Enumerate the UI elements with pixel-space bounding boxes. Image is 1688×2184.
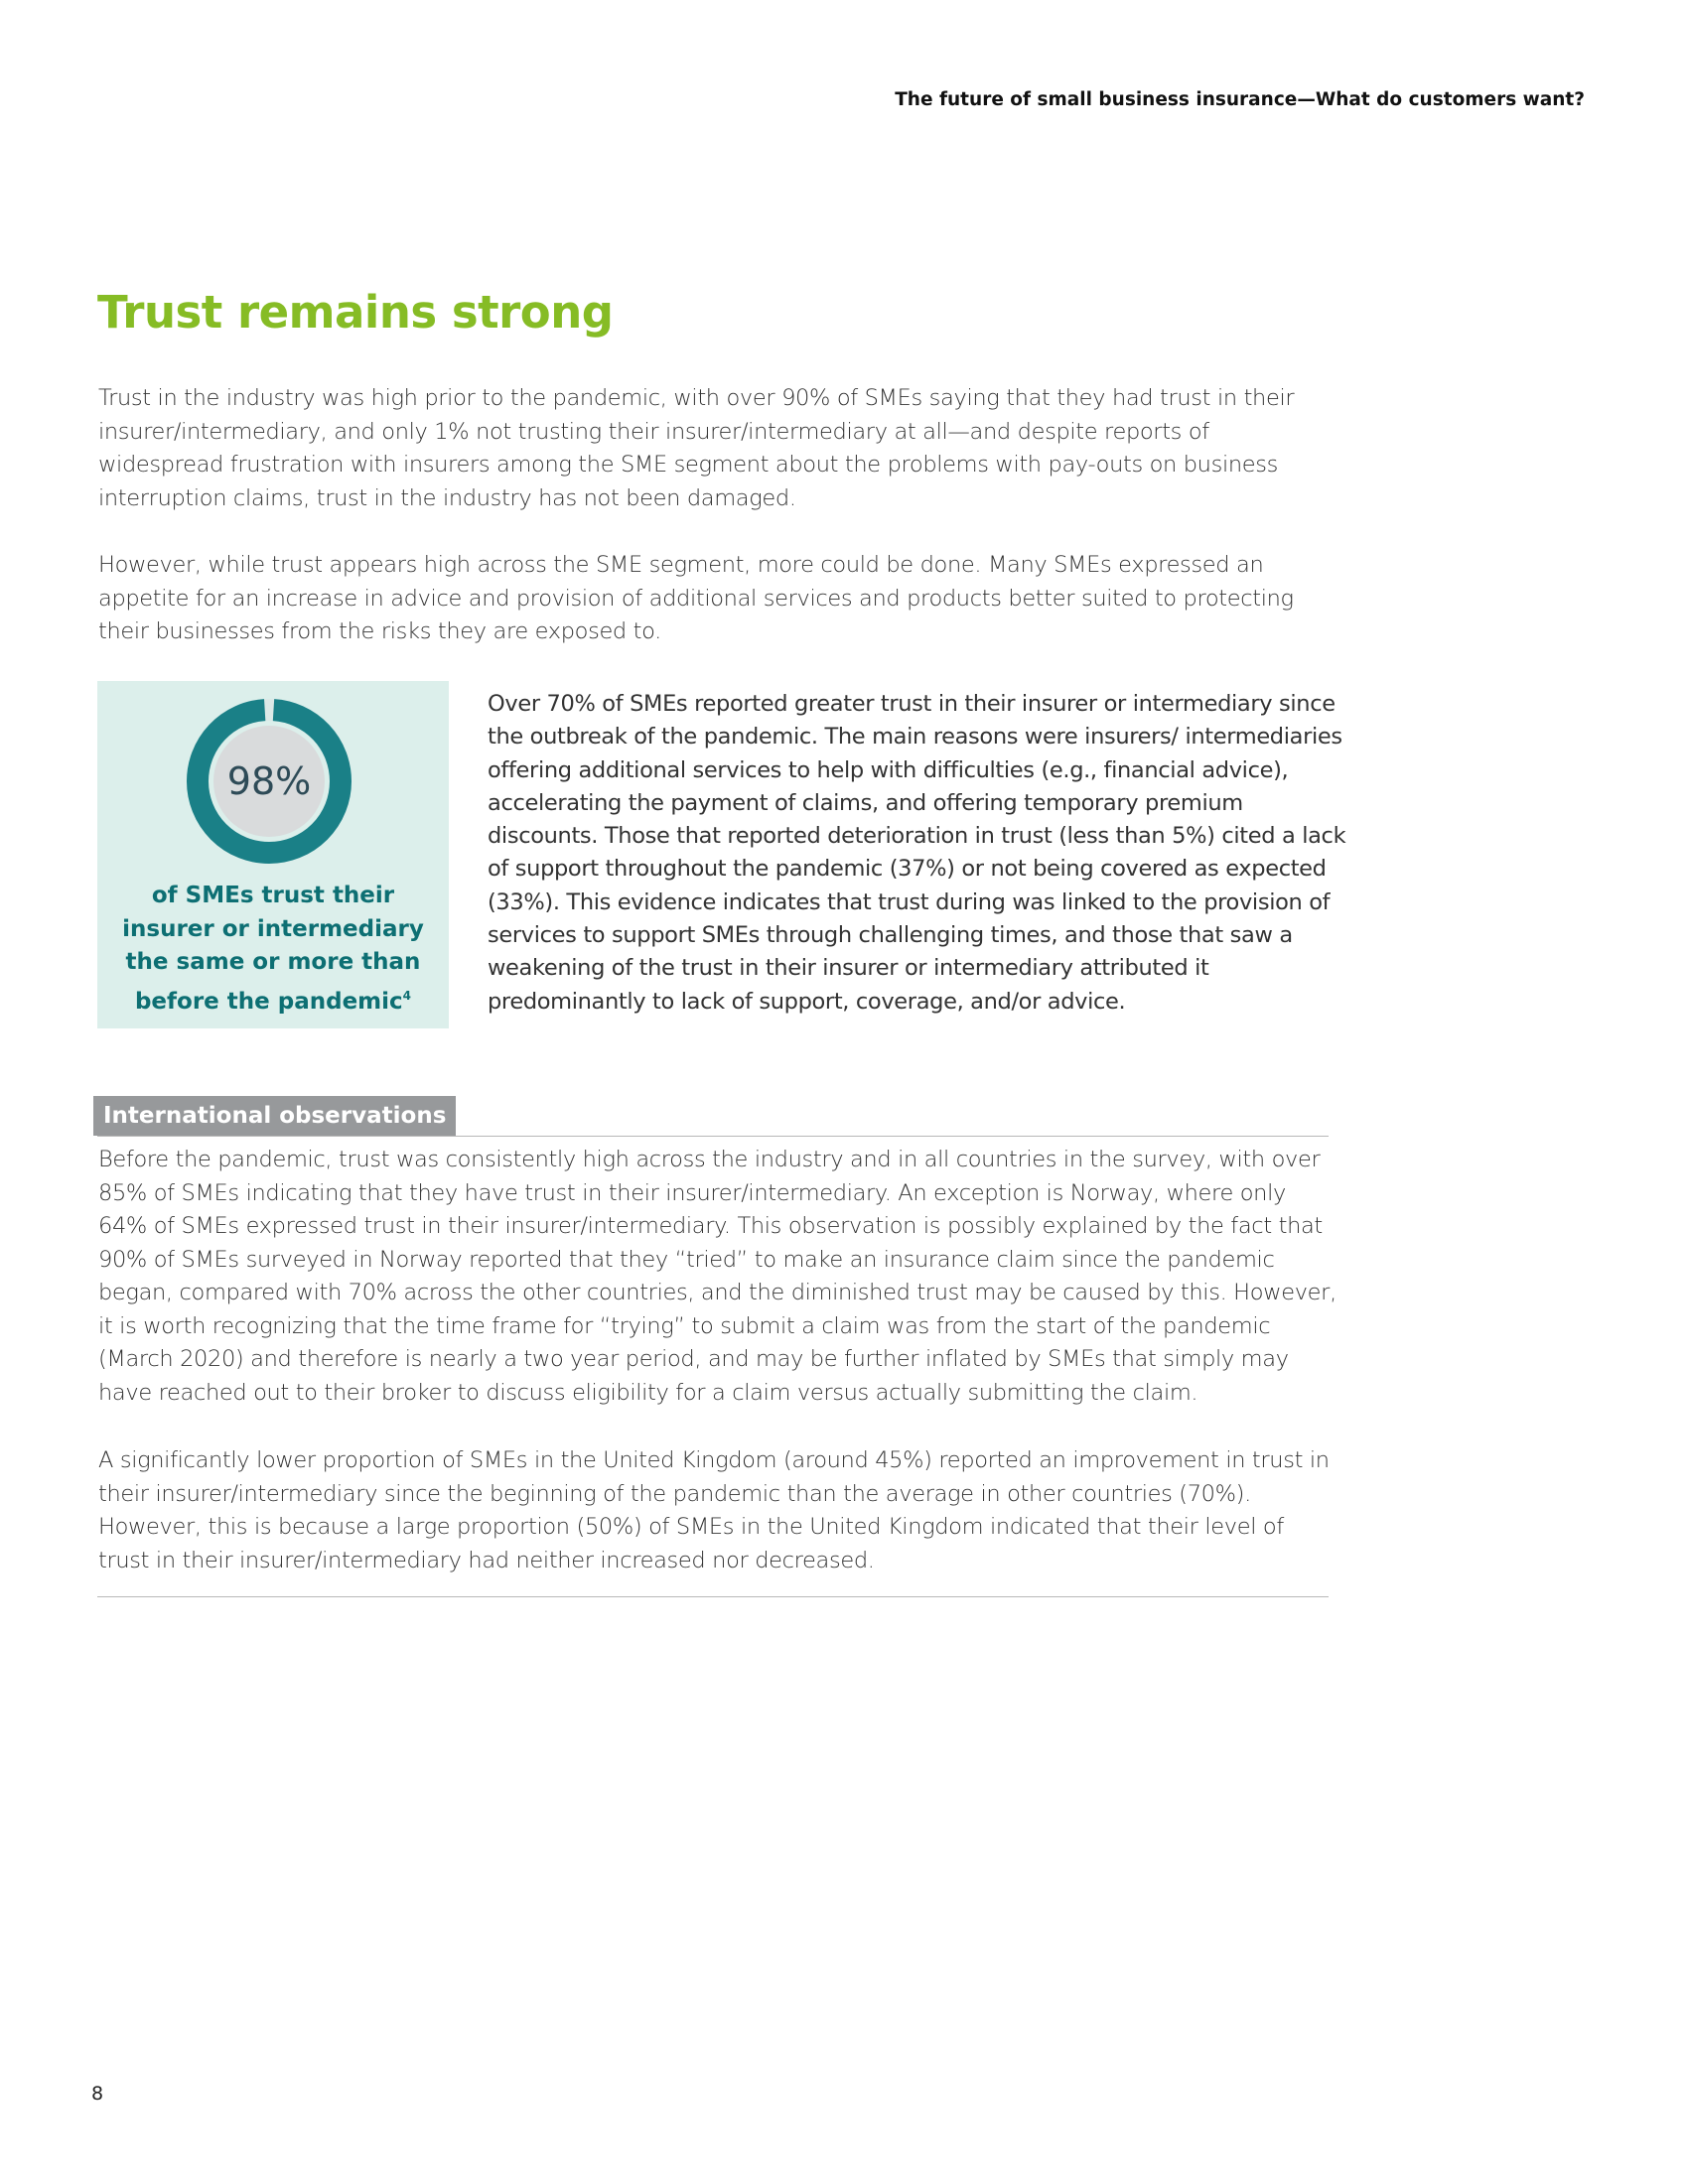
intro-paragraph-2: However, while trust appears high across the SME segment, more could be done. Many SMEs expressed an appetite for an increase in advice and provision of additional services and products better suited to protecting their businesses from the risks they are exposed to. xyxy=(98,552,1294,644)
international-observations-label: International observations xyxy=(93,1096,456,1136)
section-rule-bottom xyxy=(97,1596,1329,1597)
callout-caption xyxy=(107,880,439,1019)
international-paragraph-1: Before the pandemic, trust was consistently high across the industry and in all countries in the survey, with over 85% of SMEs indicating that they have trust in their insurer/intermediary. An exception is Norway, where only 64% of SMEs expressed trust in their insurer/intermediary. This observation is possibly explained by the fact that 90% of SMEs surveyed in Norway reported that they “tried” to make an insurance claim since the pandemic began, compared with 70% across the other countries, and the diminished trust may be caused by this. However, it is worth recognizing that the time frame for “trying” to submit a claim was from the start of the pandemic (March 2020) and therefore is nearly a two year period, and may be further inflated by SMEs that simply may have reached out to their broker to discuss eligibility for a claim versus actually submitting the claim. xyxy=(98,1147,1336,1406)
running-header: The future of small business insurance—What do customers want? xyxy=(895,89,1585,110)
donut-chart xyxy=(185,697,353,866)
section-rule-top xyxy=(97,1136,1329,1137)
donut-value-label: 98% xyxy=(226,759,312,803)
section-title: Trust remains strong xyxy=(97,286,614,339)
page-number: 8 xyxy=(91,2083,104,2105)
stat-callout xyxy=(97,681,449,1028)
intro-paragraph-1: Trust in the industry was high prior to the pandemic, with over 90% of SMEs saying that they had trust in their insurer/intermediary, and only 1% not trusting their insurer/intermediary at all—and despite reports of widespread frustration with insurers among the SME segment about the problems with pay-outs on business interruption claims, trust in the industry has not been damaged. xyxy=(98,385,1295,511)
callout-side-paragraph: Over 70% of SMEs reported greater trust in their insurer or intermediary since the outbreak of the pandemic. The main reasons were insurers/ intermediaries offering additional services to help with difficulties (e.g., financial advice), accelerating the payment of claims, and offering temporary premium discounts. Those that reported deterioration in trust (less than 5%) cited a lack of support throughout the pandemic (37%) or not being covered as expected (33%). This evidence indicates that trust during was linked to the provision of services to support SMEs through challenging times, and those that saw a weakening of the trust in their insurer or intermediary attributed it predominantly to lack of support, coverage, and/or advice. xyxy=(488,691,1346,1015)
footnote-marker: 4 xyxy=(402,988,412,1003)
international-paragraph-2: A significantly lower proportion of SMEs in the United Kingdom (around 45%) reported an improvement in trust in their insurer/intermediary since the beginning of the pandemic than the average in other countries (70%). However, this is because a large proportion (50%) of SMEs in the United Kingdom indicated that their level of trust in their insurer/intermediary had neither increased nor decreased. xyxy=(98,1447,1330,1573)
callout-caption-text: of SMEs trust their insurer or intermediary the same or more than before the pandemic xyxy=(122,883,424,1015)
